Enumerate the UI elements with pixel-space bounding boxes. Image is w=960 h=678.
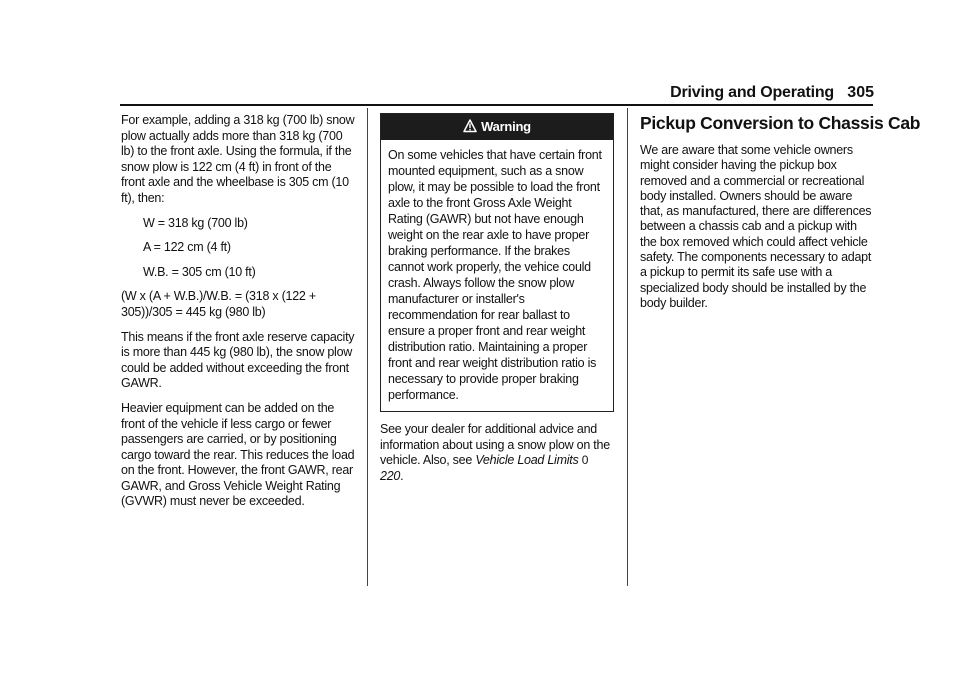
column-2 [380,113,614,493]
warning-body: On some vehicles that have certain front mounted equipment, such as a snow plow, it may be possible to load the front axle to the front Gross Axle Weight Rating (GAWR) but not have enough weight on the rear axle to have proper braking performance. If the brakes cannot work properly, the vehice could crash. Always follow the snow plow manufacturer or installer's recommendation for rear ballast to ensure a proper front and rear weight distribution ratio. Maintaining a proper front and rear weight distribution ratio is necessary to provide proper braking performance. [388,148,602,402]
sentence-end: . [400,468,404,483]
page-ref-icon: 0 [581,453,589,468]
page-header [0,84,960,104]
warning-box [380,113,614,412]
equation: (W x (A + W.B.)/W.B. = (318 x (122 + 305))/305 = 445 kg (980 lb) [121,289,316,319]
vehicle-load-limits-link[interactable]: Vehicle Load Limits [475,453,579,468]
section-title-header: Driving and Operating [670,84,834,101]
column-divider-2 [627,108,628,586]
warning-header [381,114,613,140]
warning-title: Warning [481,119,531,134]
dealer-advice-text: See your dealer for additional advice and information about using a snow plow on the vehicle. Also, see [380,422,610,468]
header-rule [120,104,873,106]
column-1 [121,113,355,519]
paragraph-dealer-advice [380,422,614,484]
formula-wb: W.B. = 305 cm (10 ft) [143,264,256,279]
page-ref-number[interactable]: 220 [380,468,401,483]
formula-w: W = 318 kg (700 lb) [143,215,248,230]
column-3 [640,113,921,320]
warning-triangle-icon [463,119,477,133]
paragraph-reserve-capacity: This means if the front axle reserve capacity is more than 445 kg (980 lb), the snow plow could be added without exceeding the front GAWR. [121,329,355,391]
page-number: 305 [847,84,874,101]
section-heading: Pickup Conversion to Chassis Cab [640,113,921,133]
column-divider-1 [367,108,368,586]
formula-a: A = 122 cm (4 ft) [143,240,231,255]
paragraph-heavier-equipment: Heavier equipment can be added on the front of the vehicle if less cargo or fewer passengers are carried, or by positioning cargo toward the rear. This reduces the load on the front. However, the front GAWR, rear GAWR, and Gross Vehicle Weight Rating (GVWR) must never be exceeded. [121,400,355,509]
paragraph-example: For example, adding a 318 kg (700 lb) snow plow actually adds more than 318 kg (700 lb) to the front axle. Using the formula, if the snow plow is 122 cm (4 ft) in front of the front axle and the wheelbase is 305 cm (10 ft), then: [121,113,355,205]
paragraph-pickup-conversion: We are aware that some vehicle owners might consider having the pickup box removed and a commercial or recreational body installed. Owners should be aware that, as manufactured, there are differences between a chassis cab and a pickup with the box removed which could affect vehicle safety. The components necessary to adapt a pickup to permit its safe use with a specialized body should be installed by the body builder. [640,143,872,310]
